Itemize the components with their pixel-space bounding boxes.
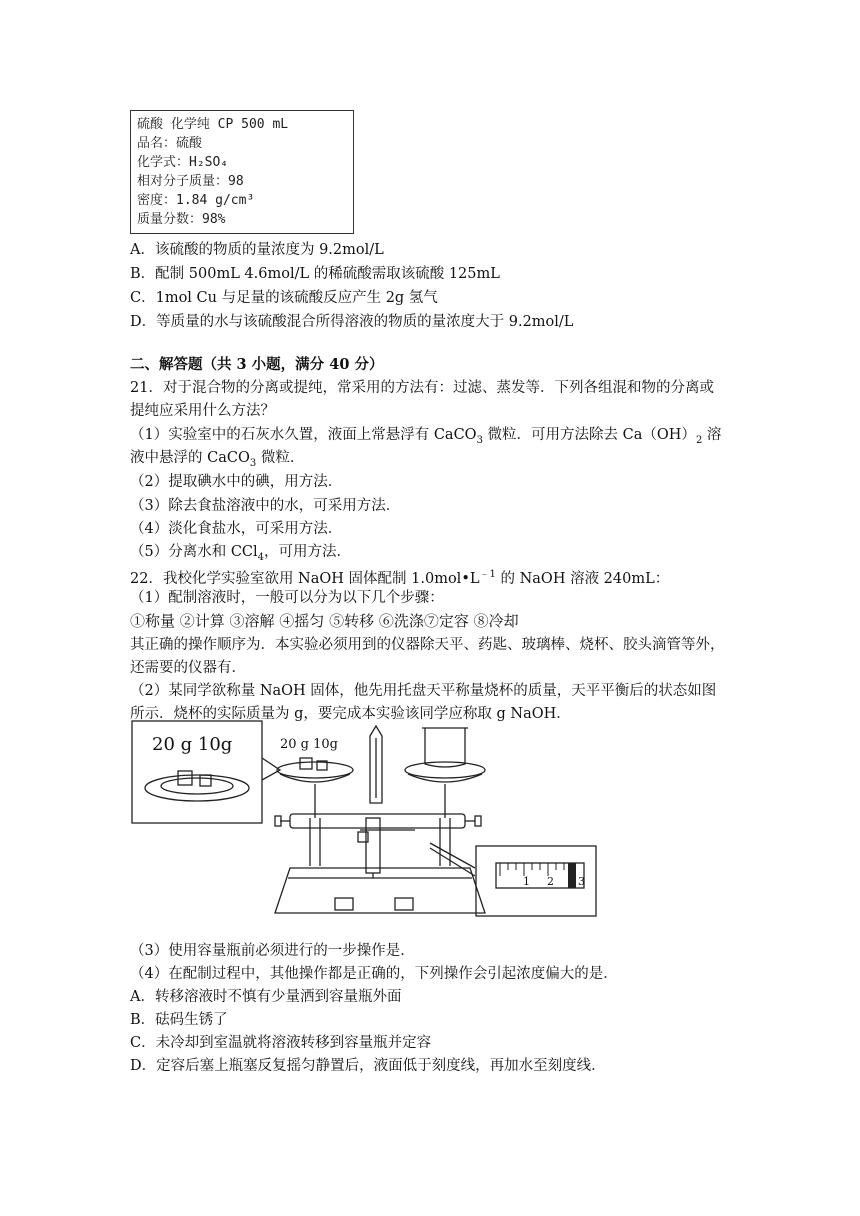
inset-weight-10g: [200, 775, 211, 786]
q21-part-5: （5）分离水和 CCl$_4$，可用方法．: [130, 544, 352, 563]
label-line-1: 硫酸 化学纯 CP 500 mL: [137, 117, 289, 132]
label-line-2: 品名：硫酸: [137, 136, 203, 151]
q22-part-2-line-1: （2）某同学欲称量 NaOH 固体，他先用托盘天平称量烧杯的质量，天平平衡后的状态如图: [130, 683, 717, 699]
label-line-4: 相对分子质量：98: [137, 174, 244, 189]
q22-option-d: D．定容后塞上瓶塞反复摇匀静置后，液面低于刻度线，再加水至刻度线．: [130, 1058, 606, 1074]
pan-weights-label: 20 g 10g: [280, 737, 338, 752]
q20-option-c: C．1mol Cu 与足量的该硫酸反应产生 2g 氢气: [130, 290, 438, 306]
inset-pan-outer: [145, 775, 249, 801]
balance-base: [275, 868, 485, 913]
q21-stem-line-2: 提纯应采用什么方法？: [130, 403, 275, 419]
left-pan: [277, 762, 353, 778]
q21-stem-line-1: 21．对于混合物的分离或提纯，常采用的方法有：过滤、蒸发等．下列各组混和物的分离或: [130, 380, 714, 396]
scale-tick-2: 2: [547, 875, 554, 888]
q20-option-b: B．配制 500mL 4.6mol/L 的稀硫酸需取该硫酸 125mL: [130, 266, 500, 282]
balance-figure: [130, 718, 600, 933]
sulfuric-acid-label: [130, 110, 354, 234]
beaker: [425, 728, 465, 767]
q21-part-3: （3）除去食盐溶液中的水，可采用方法．: [130, 498, 401, 514]
q21-part-2: （2）提取碘水中的碘，用方法．: [130, 474, 343, 490]
q21-part-4: （4）淡化食盐水，可采用方法．: [130, 521, 343, 537]
q22-option-b: B．砝码生锈了: [130, 1012, 228, 1028]
q22-option-a: A．转移溶液时不慎有少量洒到容量瓶外面: [130, 989, 402, 1005]
label-line-3: 化学式：H₂SO₄: [137, 155, 229, 170]
q22-option-c: C．未冷却到室温就将溶液转移到容量瓶并定容: [130, 1035, 432, 1051]
label-line-6: 质量分数：98%: [137, 212, 226, 227]
q22-order-line-2: 还需要的仪器有．: [130, 660, 246, 676]
q22-steps: ①称量 ②计算 ③溶解 ④摇匀 ⑤转移 ⑥洗涤⑦定容 ⑧冷却: [130, 612, 519, 630]
beam: [290, 814, 465, 828]
q22-stem: 22．我校化学实验室欲用 NaOH 固体配制 $1.0mol•L^{﹣1}$ 的 NaOH 溶液 240mL：: [130, 569, 670, 587]
q22-part-2-line-2: 所示．烧杯的实际质量为 g，要完成本实验该同学应称取 g NaOH．: [130, 706, 571, 722]
q20-option-a: A．该硫酸的物质的量浓度为 9.2mol/L: [130, 242, 384, 258]
q21-part-1-line-2: 液中悬浮的 CaCO$_3$ 微粒．: [130, 450, 305, 469]
label-line-5: 密度：1.84 g/cm³: [137, 193, 255, 208]
q22-order-line-1: 其正确的操作顺序为．本实验必须用到的仪器除天平、药匙、玻璃棒、烧杯、胶头滴管等外，: [130, 637, 725, 653]
q22-part-4: （4）在配制过程中，其他操作都是正确的，下列操作会引起浓度偏大的是．: [130, 966, 618, 982]
q20-option-d: D．等质量的水与该硫酸混合所得溶液的物质的量浓度大于 9.2mol/L: [130, 314, 574, 330]
inset-weights-label: 20 g 10g: [152, 734, 233, 755]
q22-part-3: （3）使用容量瓶前必须进行的一步操作是．: [130, 943, 415, 959]
section-heading: 二、解答题（共 3 小题，满分 40 分）: [130, 356, 384, 373]
right-pan: [405, 762, 485, 778]
scale-tick-3: 3: [578, 875, 585, 888]
q21-part-1-line-1: （1）实验室中的石灰水久置，液面上常悬浮有 CaCO$_3$ 微粒．可用方法除去 $Ca(OH)_2$ 溶: [130, 427, 722, 446]
q22-part-1: （1）配制溶液时，一般可以分为以下几个步骤：: [130, 590, 444, 606]
scale-rider-marker: [568, 863, 576, 888]
scale-tick-1: 1: [523, 875, 530, 888]
balance-diagram: [130, 718, 600, 933]
left-pan-weight-20g: [300, 758, 312, 769]
